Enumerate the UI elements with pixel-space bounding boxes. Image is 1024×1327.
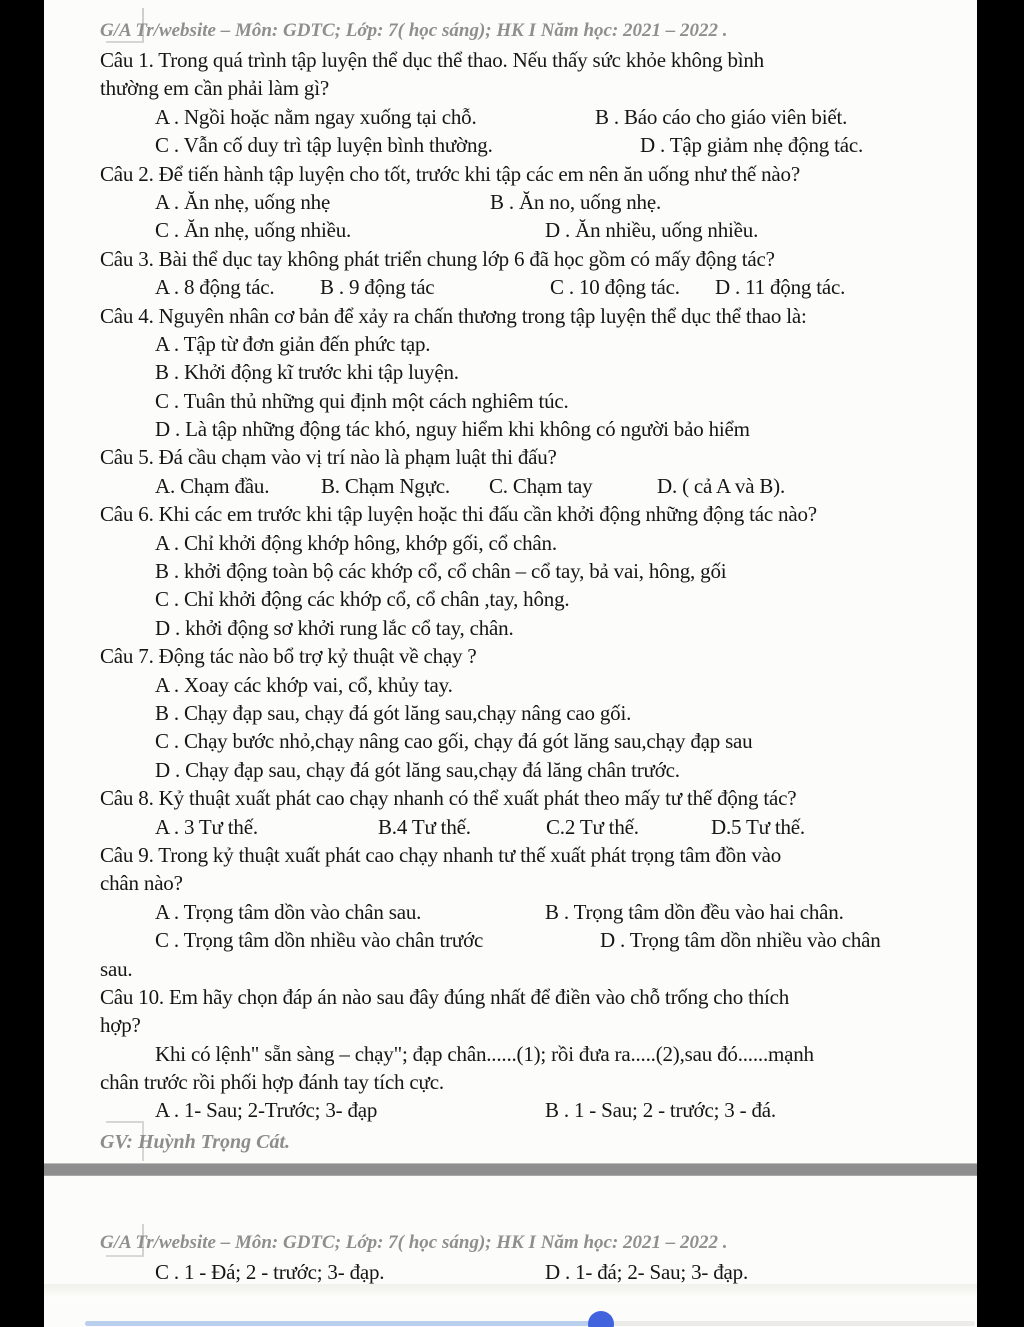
question-line bbox=[100, 46, 962, 74]
option-line bbox=[100, 557, 962, 585]
question-line bbox=[100, 245, 962, 273]
option-line bbox=[100, 671, 962, 699]
option-line bbox=[100, 813, 962, 841]
question-line bbox=[100, 841, 962, 869]
text-cell: B.4 Tư thế. bbox=[378, 814, 471, 839]
option-line bbox=[100, 103, 962, 131]
option-line bbox=[100, 330, 962, 358]
text-cell: B . 9 động tác bbox=[320, 275, 435, 300]
text-cell: C . 1 - Đá; 2 - trước; 3- đạp. bbox=[155, 1260, 385, 1284]
page2-content bbox=[100, 1228, 962, 1286]
text-cell: Câu 10. Em hãy chọn đáp án nào sau đây đúng nhất để điền vào chỗ trống cho thích bbox=[100, 984, 790, 1009]
text-cell: D . khởi động sơ khởi rung lắc cổ tay, chân. bbox=[155, 615, 514, 640]
text-cell: C . Tuân thủ những qui định một cách nghiêm túc. bbox=[155, 388, 569, 413]
question-line bbox=[100, 74, 962, 102]
text-cell: A . 8 động tác. bbox=[155, 275, 275, 300]
option-line bbox=[100, 188, 962, 216]
option-line bbox=[100, 472, 962, 500]
text-cell: A . Xoay các khớp vai, cổ, khủy tay. bbox=[155, 672, 453, 697]
text-cell: hợp? bbox=[100, 1013, 141, 1038]
option-line bbox=[100, 415, 962, 443]
page1-lines bbox=[100, 46, 962, 1125]
text-cell: chân nào? bbox=[100, 871, 183, 896]
text-cell: D . 1- đá; 2- Sau; 3- đạp. bbox=[545, 1260, 749, 1284]
option-line bbox=[100, 358, 962, 386]
option-line bbox=[100, 387, 962, 415]
text-cell: C. Chạm tay bbox=[489, 473, 593, 498]
text-cell: C . Ăn nhẹ, uống nhiều. bbox=[155, 218, 352, 243]
text-cell: Câu 8. Kỷ thuật xuất phát cao chạy nhanh có thể xuất phát theo mấy tư thế động tác? bbox=[100, 786, 797, 811]
option-line bbox=[100, 1258, 962, 1286]
question-line bbox=[100, 443, 962, 471]
option-line bbox=[100, 727, 962, 755]
text-cell: B . khởi động toàn bộ các khớp cổ, cổ chân – cổ tay, bả vai, hông, gối bbox=[155, 559, 727, 584]
text-cell: A . 1- Sau; 2-Trước; 3- đạp bbox=[155, 1098, 378, 1123]
option-line bbox=[100, 699, 962, 727]
text-cell: Câu 7. Động tác nào bổ trợ kỷ thuật về chạy ? bbox=[100, 644, 477, 669]
text-cell: D. ( cả A và B). bbox=[657, 473, 786, 498]
text-cell: sau. bbox=[100, 956, 133, 981]
page1-header: G/A Tr/website – Môn: GDTC; Lớp: 7( học sáng); HK I Năm học: 2021 – 2022 . bbox=[100, 20, 728, 41]
text-cell: B. Chạm Ngực. bbox=[321, 473, 450, 498]
text-cell: A . Ngồi hoặc nằm ngay xuống tại chỗ. bbox=[155, 104, 477, 129]
text-cell: Câu 5. Đá cầu chạm vào vị trí nào là phạm luật thi đấu? bbox=[100, 445, 557, 470]
page1-content bbox=[100, 16, 962, 1125]
question-line bbox=[100, 869, 962, 897]
text-cell: D . Trọng tâm dồn nhiều vào chân bbox=[600, 928, 881, 953]
option-line bbox=[100, 898, 962, 926]
question-line bbox=[100, 955, 962, 983]
text-cell: A. Chạm đầu. bbox=[155, 473, 270, 498]
text-cell: A . Tập từ đơn giản đến phức tạp. bbox=[155, 331, 431, 356]
text-cell: B . Trọng tâm dồn đều vào hai chân. bbox=[545, 899, 844, 924]
question-line bbox=[100, 784, 962, 812]
text-cell: Câu 6. Khi các em trước khi tập luyện hoặc thi đấu cần khởi động những động tác nào? bbox=[100, 502, 817, 527]
text-cell: A . Ăn nhẹ, uống nhẹ bbox=[155, 189, 331, 214]
progress-fill bbox=[85, 1321, 601, 1326]
option-line bbox=[100, 529, 962, 557]
text-cell: B . Báo cáo cho giáo viên biết. bbox=[595, 104, 848, 129]
page1-footer: GV: Huỳnh Trọng Cát. bbox=[100, 1131, 291, 1153]
option-line bbox=[100, 131, 962, 159]
text-cell: D . Là tập những động tác khó, nguy hiểm khi không có người bảo hiểm bbox=[155, 417, 750, 442]
page2-header: G/A Tr/website – Môn: GDTC; Lớp: 7( học sáng); HK I Năm học: 2021 – 2022 . bbox=[100, 1232, 728, 1253]
question-line bbox=[100, 302, 962, 330]
text-cell: B . Chạy đạp sau, chạy đá gót lăng sau,chạy nâng cao gối. bbox=[155, 700, 632, 725]
text-cell: D . 11 động tác. bbox=[715, 275, 846, 300]
question-line bbox=[100, 160, 962, 188]
option-line bbox=[100, 216, 962, 244]
option-line bbox=[100, 1096, 962, 1124]
question-line bbox=[100, 1068, 962, 1096]
text-cell: thường em cần phải làm gì? bbox=[100, 76, 329, 101]
text-cell: D . Tập giảm nhẹ động tác. bbox=[640, 133, 864, 158]
text-cell: C . Chạy bước nhỏ,chạy nâng cao gối, chạy đá gót lăng sau,chạy đạp sau bbox=[155, 729, 753, 754]
text-cell: C . Chỉ khởi động các khớp cổ, cổ chân ,tay, hông. bbox=[155, 587, 570, 612]
page-separator bbox=[44, 1163, 977, 1176]
text-cell: A . 3 Tư thế. bbox=[155, 814, 258, 839]
text-cell: A . Trọng tâm dồn vào chân sau. bbox=[155, 899, 422, 924]
question-line bbox=[100, 500, 962, 528]
option-line bbox=[100, 1040, 962, 1068]
text-cell: B . 1 - Sau; 2 - trước; 3 - đá. bbox=[545, 1098, 776, 1123]
text-cell: Câu 3. Bài thể dục tay không phát triển chung lớp 6 đã học gồm có mấy động tác? bbox=[100, 246, 775, 271]
right-bezel bbox=[977, 0, 1024, 1327]
text-cell: Câu 4. Nguyên nhân cơ bản để xảy ra chấn thương trong tập luyện thể dục thể thao là: bbox=[100, 303, 807, 328]
text-cell: C . Vẫn cố duy trì tập luyện bình thường. bbox=[155, 133, 493, 158]
text-cell: C . Trọng tâm dồn nhiều vào chân trước bbox=[155, 928, 484, 953]
option-line bbox=[100, 614, 962, 642]
text-cell: C.2 Tư thế. bbox=[546, 814, 639, 839]
text-cell: A . Chỉ khởi động khớp hông, khớp gối, cổ chân. bbox=[155, 530, 557, 555]
page2-lines bbox=[100, 1258, 962, 1286]
option-line bbox=[100, 273, 962, 301]
text-cell: Câu 9. Trong kỷ thuật xuất phát cao chạy nhanh tư thế xuất phát trọng tâm đồn vào bbox=[100, 842, 782, 867]
text-cell: Câu 2. Để tiến hành tập luyện cho tốt, trước khi tập các em nên ăn uống như thế nào? bbox=[100, 161, 800, 186]
question-line bbox=[100, 1011, 962, 1039]
text-cell: C . 10 động tác. bbox=[550, 275, 680, 300]
text-cell: D.5 Tư thế. bbox=[711, 814, 805, 839]
left-bezel bbox=[0, 0, 44, 1327]
option-line bbox=[100, 585, 962, 613]
text-cell: B . Khởi động kĩ trước khi tập luyện. bbox=[155, 360, 459, 385]
text-cell: chân trước rồi phối hợp đánh tay tích cực. bbox=[100, 1070, 444, 1095]
question-line bbox=[100, 983, 962, 1011]
text-cell: Câu 1. Trong quá trình tập luyện thể dục thể thao. Nếu thấy sức khỏe không bình bbox=[100, 48, 764, 72]
text-cell: B . Ăn no, uống nhẹ. bbox=[490, 189, 661, 214]
bottom-sheet-edge bbox=[44, 1284, 977, 1298]
text-cell: D . Chạy đạp sau, chạy đá gót lăng sau,chạy đá lăng chân trước. bbox=[155, 757, 680, 782]
text-cell: Khi có lệnh" sẵn sàng – chạy"; đạp chân......(1); rồi đưa ra.....(2),sau đó......mạnh bbox=[155, 1041, 814, 1066]
option-line bbox=[100, 926, 962, 954]
option-line bbox=[100, 756, 962, 784]
question-line bbox=[100, 642, 962, 670]
text-cell: D . Ăn nhiều, uống nhiều. bbox=[545, 218, 759, 243]
